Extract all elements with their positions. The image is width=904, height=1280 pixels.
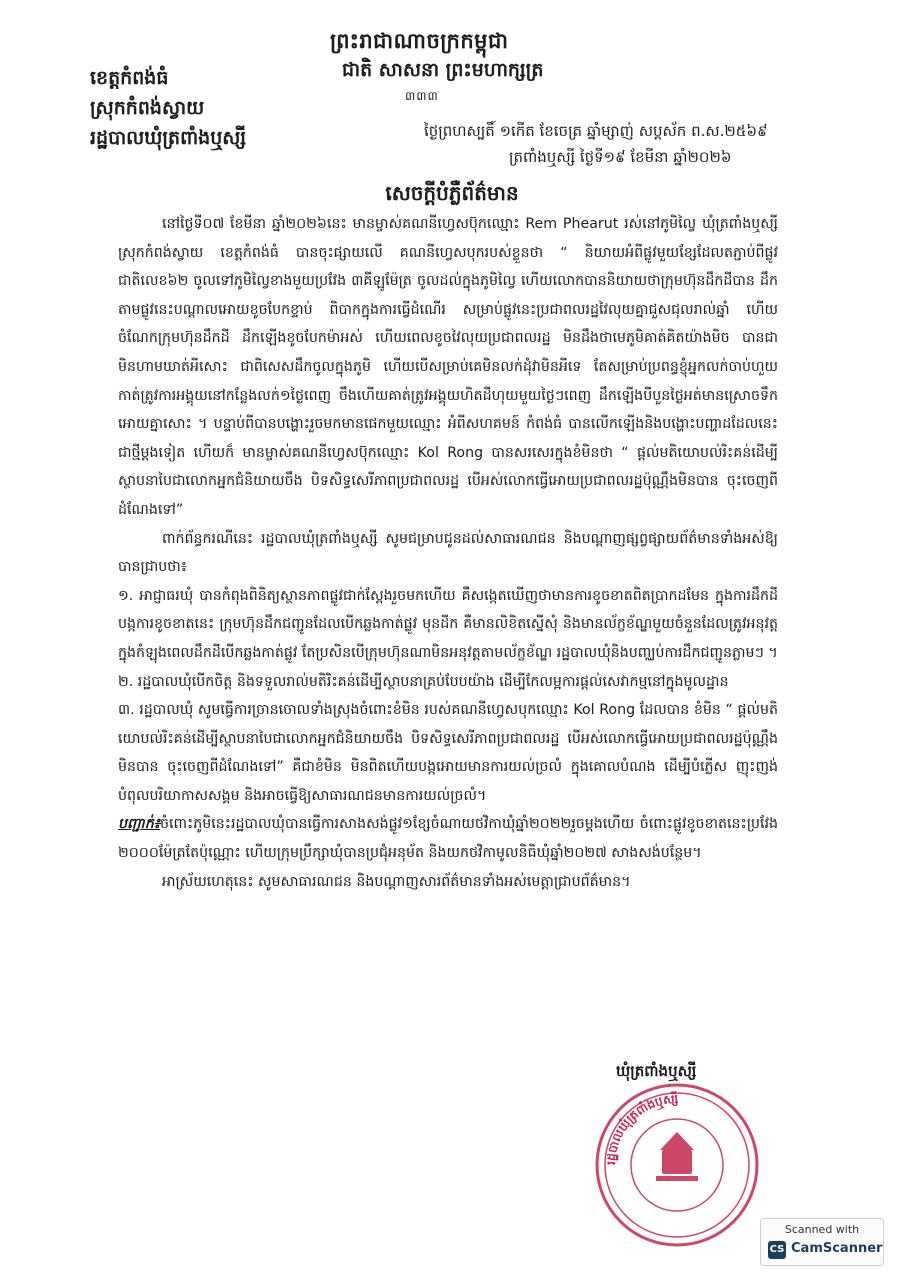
commune-label: រដ្ឋបាលឃុំត្រពាំងឬស្សី xyxy=(90,127,247,149)
numbered-item-2: ២. រដ្ឋបាលឃុំបើកចិត្ត និងទទួលរាល់មតិរិះគន់ដើម្បីស្ថាបនាគ្រប់បែបយ៉ាង ដើម្បីកែលម្អការផ្តល់សេវាកម្មនៅក្នុងមូលដ្ឋាន xyxy=(118,673,729,690)
kingdom-heading: ព្រះរាជាណាចក្រកម្ពុជា xyxy=(330,29,509,53)
national-motto: ជាតិ សាសនា ព្រះមហាក្សត្រ xyxy=(342,59,544,81)
official-stamp xyxy=(592,1080,762,1250)
note-paragraph xyxy=(118,810,778,867)
district-label: ស្រុកកំពង់ស្វាយ xyxy=(90,97,205,119)
watermark-line-1: Scanned with xyxy=(784,1223,860,1236)
signature-label: ឃុំត្រពាំងឬស្សី xyxy=(616,1062,697,1080)
heading-ornament: ៣៣៣ xyxy=(405,89,439,103)
numbered-item-3: ៣. រដ្ឋបាលឃុំ សូមធ្វើការច្រានចោលទាំងស្រុងចំពោះខំមិន របស់គណនីហ្វេសបុកឈ្មោះ Kol Rong ដែលបាន ខំមិន “ ផ្តល់មតិយោបល់រិះគន់ដើម្បីស្ថាបនាបៃជាលោកអ្នកជំនិយាយចឹង បិទសិទ្ធសេរីភាពប្រជាពលរដ្ឋ បើអស់លោកធ្វើអោយប្រជាពលរដ្ឋប៉ុណ្ណឹងមិនបាន ចុះចេញពីដំណែងទៅ” គឺជាខំមិន មិនពិតហើយបង្កអោយមានការយល់ច្រលំ ក្នុងគោលបំណង ដើម្បីបំភ្លើស ញុះញង់ បំពុលបរិយាកាសសង្គម និងអាចធ្វើឱ្យសាធារណជនមានការយល់ច្រលំ។ xyxy=(118,702,778,804)
lunar-date: ថ្ងៃព្រហស្បតិ៍ ១កើត ខែចេត្រ ឆ្នាំម្សាញ់ សប្តស័ក ព.ស.២៥៦៩ xyxy=(424,122,768,140)
watermark-line-2: CamScanner xyxy=(791,1241,883,1256)
numbered-item-1: ១. អាជ្ញាធរឃុំ បានកំពុងពិនិត្យស្ថានភាពផ្លូវជាក់ស្តែងរួចមកហើយ គឺសង្កេតឃើញថាមានការខូចខាតពិតប្រាកដមែន ក្នុងការដឹកដីបង្កការខូចខាតនេះ ក្រុមហ៊ុនដឹកជញ្ជូនដែលបើកឆ្លងកាត់ផ្លូវ មុនដីក គឺមានលិខិតស្នើសុំ និងមានល័ក្ខខ័ណ្ឌមួយចំនួនដែលត្រូវអនុវត្តក្នុងកំឡុងពេលដឹកដីបើកឆ្លងកាត់ផ្លូវ តែប្រសិនបើក្រុមហ៊ុនណាមិនអនុវត្តតាមល័ក្ខខ័ណ្ឌ រដ្ឋបាលឃុំនិងបញ្ឈប់ការដឹកជញ្ជូនភ្លាមៗ ។ xyxy=(118,587,778,661)
stamp-emblem-icon xyxy=(656,1132,698,1181)
stamp-ring-text: រដ្ឋបាលឃុំត្រពាំងឬស្សី xyxy=(603,1091,679,1166)
solar-date: ត្រពាំងឬស្សី ថ្ងៃទី១៩ ខែមីនា ឆ្នាំ២០២៦ xyxy=(509,148,732,166)
document-title: សេចក្តីបំភ្លឺព័ត៌មាន xyxy=(385,181,519,205)
camscanner-watermark xyxy=(760,1218,884,1266)
camscanner-logo-icon: CS xyxy=(768,1241,786,1259)
province-label: ខេត្តកំពង់ធំ xyxy=(90,67,169,89)
document-body xyxy=(118,210,778,896)
body-paragraph-1: នៅថ្ងៃទី០៧ ខែមីនា ឆ្នាំ២០២៦នេះ មានម្ចាស់គណនីហ្វេសប៊ុកឈ្មោះ Rem Phearut រស់នៅភូមិល្វៃ ឃុំត្រពាំងឬស្សី ស្រុកកំពង់ស្វាយ ខេត្តកំពង់ធំ បានចុះផ្សាយលើ គណនីហ្វេសបុករបស់ខ្លួនថា “ និយាយអំពីផ្លូវមួយខ្សែដែលតភ្ជាប់ពីផ្លូវជាតិលេខ៦២ ចូលទៅភូមិល្វៃខាងមួយប្រវែង ៣គីឡូម៉ែត្រ ចូលដល់ក្នុងភូមិល្វៃ ហើយលោកបាននិយាយថាក្រុមហ៊ុនដឹកដីបាន ដឹកតាមផ្លូវនេះបណ្តាលអោយខូចបែកខ្ទាប់ ពិបាកក្នុងការធ្វើដំណើរ សម្រាប់ផ្លូវនេះប្រជាពលរដ្ឋវៃលុយគ្នាជួសជុលរាល់ឆ្នាំ ហើយចំណែកក្រុមហ៊ុនដឹកដី ដឹកឡើងខូចបែកម៉ាអស់ ហើយពេលខូចវៃលុយប្រជាពលរដ្ឋ មិនដឹងថាមេភូមិគាត់គិតយ៉ាងមិច បានជាមិនហាមឃាត់អីសោះ ជាពិសេសដឹកចូលក្នុងភូមិ ហើយបើសម្រាប់គេមិនលក់ដុំវាមិនអីទេ តែសម្រាប់ប្រពន្ធខ្ញុំអ្នកលក់ចាប់ហួយ កាត់ត្រូវការអង្គុយនៅកន្លែងលក់១ថ្ងៃពេញ ចឹងហើយគាត់ត្រូវអង្គុយហិតដីហុយមួយថ្ងៃៗពេញ ដឹកឡើងបីបួនថ្ងៃអត់មានស្រោចទឹកអោយគ្នាសោះ ។ បន្ទាប់ពីបានបង្ហោះរួចមកមានផេកមួយឈ្មោះ អំពីសហគមន៍ កំពង់ធំ បានលើកឡើងនិងបង្ហោះបញ្ហាដដែលនេះជាថ្មីម្តងទៀត ហើយក៏ មានម្ចាស់គណនីហ្វេសប៊ុកឈ្មោះ Kol Rong បានសរសេរក្នុងខំមិនថា “ ផ្តល់មតិយោបល់រិះគន់ដើម្បីស្ថាបនាបៃជាលោកអ្នកជំនិយាយចឹង បិទសិទ្ធសេរីភាពប្រជាពលរដ្ឋ បើអស់លោកធ្វើអោយប្រជាពលរដ្ឋប៉ុណ្ណឹងមិនបាន ចុះចេញពីដំណែងទៅ” xyxy=(118,216,778,518)
note-text: ចំពោះភូមិនេះរដ្ឋបាលឃុំបានធ្វើការសាងសង់ផ្លូវ១ខ្សែចំណាយថវិកាឃុំឆ្នាំ២០២២រួចម្តងហើយ ចំពោះផ្លូវខូចខាតនេះប្រវែង ២០០០ម៉ែត្រតែប៉ុណ្ណោះ ហើយក្រុមប្រឹក្សាឃុំបានប្រជុំអនុម័ត និងយកថវិកាមូលនិធិឃុំឆ្នាំ២០២៧ សាងសង់បន្ថែម។ xyxy=(118,816,778,862)
closing-paragraph: អាស្រ័យហេតុនេះ សូមសាធារណជន និងបណ្តាញសារព័ត៌មានទាំងអស់មេត្តាជ្រាបព័ត៌មាន។ xyxy=(162,873,631,890)
body-paragraph-2: ពាក់ព័ន្ធករណីនេះ រដ្ឋបាលឃុំត្រពាំងឬស្សី សូមជម្រាបជូនដល់សាធារណជន និងបណ្តាញផ្សព្វផ្សាយព័ត៌មានទាំងអស់ឱ្យបានជ្រាបថា៖ xyxy=(118,530,778,576)
note-label: បញ្ជាក់៖ xyxy=(118,816,160,833)
